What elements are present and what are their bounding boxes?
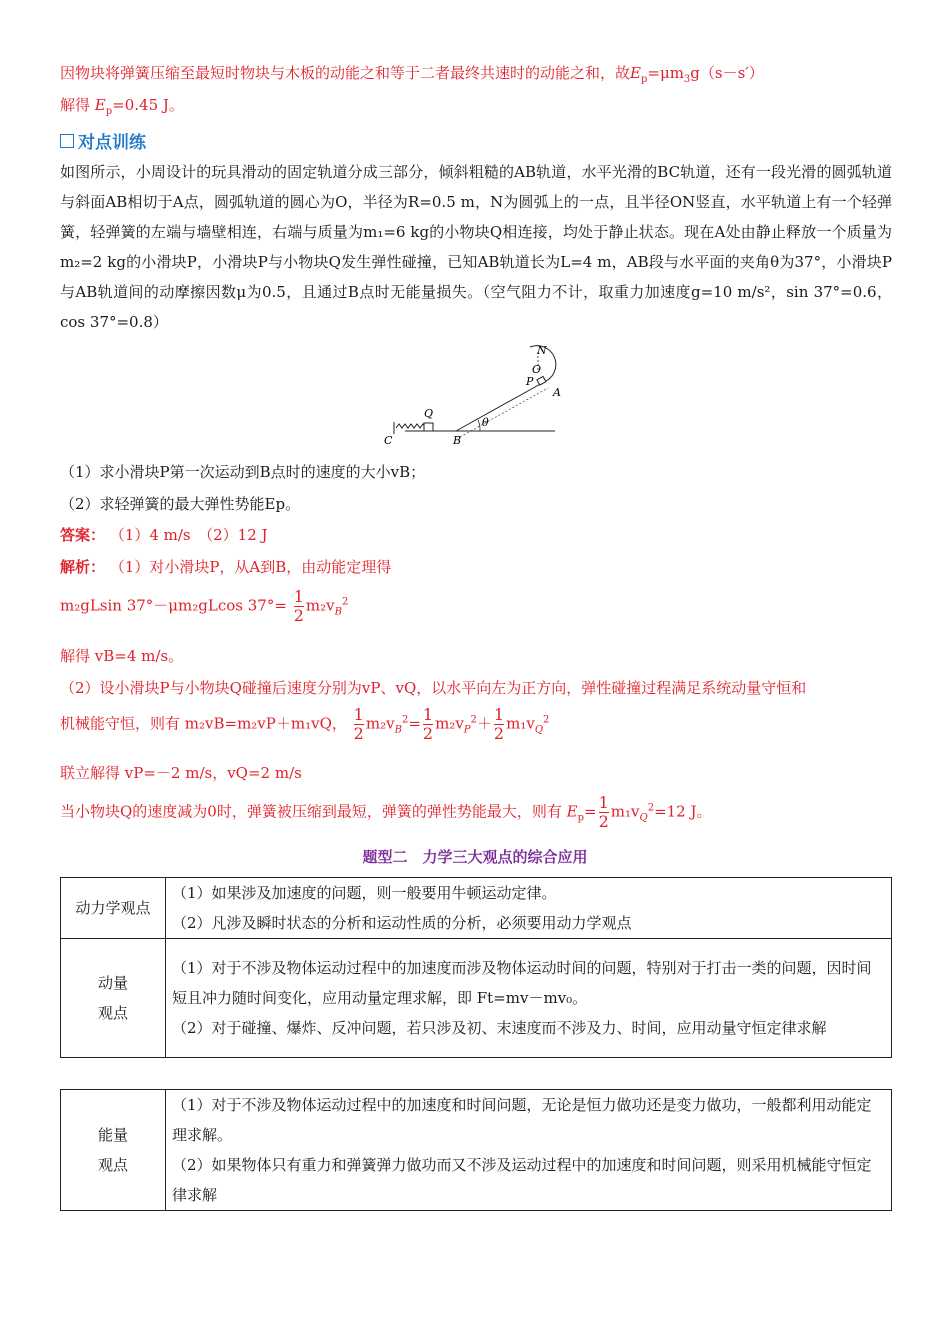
intro-text-1: 因物块将弹簧压缩至最短时物块与木板的动能之和等于二者最终共速时的动能之和，故 [60, 64, 631, 82]
row-content: （1）对于不涉及物体运动过程中的加速度而涉及物体运动时间的问题，特别对于打击一类的问题，因时间短且冲力随时间变化，应用动量定理求解，即 Ft=mv－mv₀。 （2）对于碰撞、爆炸、反冲问题，若只涉及初、末速度而不涉及力、时间，应用动量守恒定律求解 [166, 939, 892, 1058]
fraction-half-2: $\frac{1}{2}$ [353, 705, 364, 743]
track-diagram [380, 340, 580, 455]
intro-value: =0.45 J。 [112, 96, 184, 114]
row-content: （1）对于不涉及物体运动过程中的加速度和时间问题，无论是恒力做功还是变力做功，一般都利用动能定理求解。 （2）如果物体只有重力和弹簧弹力做功而又不涉及运动过程中的加速度和时间问题，则采用机械能守恒定律求解 [166, 1090, 892, 1211]
table-row [61, 878, 892, 939]
fraction-half-4: $\frac{1}{2}$ [493, 705, 505, 743]
analysis-line-6: 联立解得 vP=－2 m/s，vQ=2 m/s [60, 764, 302, 782]
analysis-label: 解析： [60, 558, 106, 576]
block-q [424, 423, 433, 431]
viewpoints-table-2 [60, 1089, 892, 1211]
energy-text: 当小物块Q的速度减为0时，弹簧被压缩到最短，弹簧的弹性势能最大，则有 [60, 802, 562, 821]
intro-formula-end: g（s－s′） [690, 64, 764, 82]
row-content: （1）如果涉及加速度的问题，则一般要用牛顿运动定律。 （2）凡涉及瞬时状态的分析和运动性质的分析，必须要用动力学观点 [166, 878, 892, 939]
analysis-formula-3: 当小物块Q的速度减为0时，弹簧被压缩到最短，弹簧的弹性势能最大，则有 $E_p=$ $\frac{1}{2}$ $m_1v_Q^2=12$ J。 [60, 793, 712, 831]
answer-line [60, 524, 268, 545]
section-title: 对点训练 [78, 133, 146, 153]
analysis-text-1: （1）对小滑块P，从A到B，由动能定理得 [109, 558, 392, 576]
formula-right: m₂v [305, 596, 335, 615]
analysis-line-3: 解得 vB=4 m/s。 [60, 647, 184, 665]
table-row [61, 1090, 892, 1211]
label-o: O [532, 363, 542, 376]
fraction-half-3: $\frac{1}{2}$ [422, 705, 434, 743]
intro-line-1: 因物块将弹簧压缩至最短时物块与木板的动能之和等于二者最终共速时的动能之和，故$E_p=\mu m_3g(s-s')$ [60, 64, 764, 85]
row-head: 能量 观点 [61, 1090, 166, 1211]
checkbox-square-icon [60, 134, 74, 148]
viewpoints-table-1 [60, 877, 892, 1058]
fraction-half: $\frac{1}{2}$ [293, 587, 304, 625]
answer-text: （1）4 m/s （2）12 J [109, 526, 268, 544]
section-heading [60, 128, 146, 153]
formula-left: m₂gLsin 37°－μm₂gLcos 37°= [60, 596, 287, 615]
label-n: N [537, 344, 547, 357]
topic2-title: 题型二 力学三大观点的综合应用 [362, 848, 588, 866]
intro-line-2: 解得 $E_p=0.45$ J。 [60, 96, 184, 117]
analysis-formula-1: m₂gLsin 37°－μm₂gLcos 37°= $\frac{1}{2}$ $m_2v_B^2$ [60, 587, 349, 625]
momentum-equation: 机械能守恒，则有 m₂vB=m₂vP＋m₁vQ， [60, 714, 347, 733]
label-q: Q [424, 407, 434, 420]
intro-text-2: 解得 [60, 96, 91, 114]
analysis-line-4: （2）设小滑块P与小物块Q碰撞后速度分别为vP、vQ，以水平向左为正方向，弹性碰撞过程满足系统动量守恒和 [60, 679, 807, 697]
problem-text: 如图所示，小周设计的玩具滑动的固定轨道分成三部分，倾斜粗糙的AB轨道，水平光滑的BC轨道，还有一段光滑的圆弧轨道与斜面AB相切于A点，圆弧轨道的圆心为O，半径为R=0.5 m，N为圆弧上的一点，且半径ON竖直，水平轨道上有一个轻弹簧，轻弹簧的左端与墙壁相连，右端与质量为m₁=6 kg的小物块Q相连接，均处于静止状态。现在A处由静止释放一个质量为m₂=2 kg的小滑块P，小滑块P与小物块Q发生弹性碰撞，已知AB轨道长为L=4 m，AB段与水平面的夹角θ为37°，小滑块P与AB轨道间的动摩擦因数μ为0.5，且通过B点时无能量损失。（空气阻力不计，取重力加速度g=10 m/s²，sin 37°=0.6，cos 37°=0.8） [60, 163, 892, 331]
label-b: B [453, 434, 462, 447]
question-2: （2）求轻弹簧的最大弹性势能Ep。 [60, 495, 301, 513]
block-p [537, 376, 546, 385]
table-row [61, 939, 892, 1058]
intro-formula-mid: =μm [647, 64, 684, 82]
incline-ab [456, 382, 544, 431]
answer-label: 答案： [60, 526, 106, 544]
fraction-half-5: $\frac{1}{2}$ [598, 793, 609, 831]
analysis-line-1 [60, 556, 391, 577]
row-head: 动力学观点 [61, 878, 166, 939]
row-head: 动量 观点 [61, 939, 166, 1058]
label-p: P [526, 375, 534, 388]
label-c: C [384, 434, 393, 447]
label-a: A [553, 386, 561, 399]
label-theta: θ [482, 416, 489, 429]
ep-symbol: E [630, 64, 641, 82]
question-1: （1）求小滑块P第一次运动到B点时的速度的大小vB； [60, 463, 426, 481]
energy-result: =12 J。 [654, 802, 712, 821]
analysis-formula-2: 机械能守恒，则有 m₂vB=m₂vP＋m₁vQ， $\frac{1}{2}$ $m_2v_B^2=$ $\frac{1}{2}$ $m_2v_P^2+$ $\frac{1}{2}$ $m_1v_Q^2$ [60, 705, 550, 743]
